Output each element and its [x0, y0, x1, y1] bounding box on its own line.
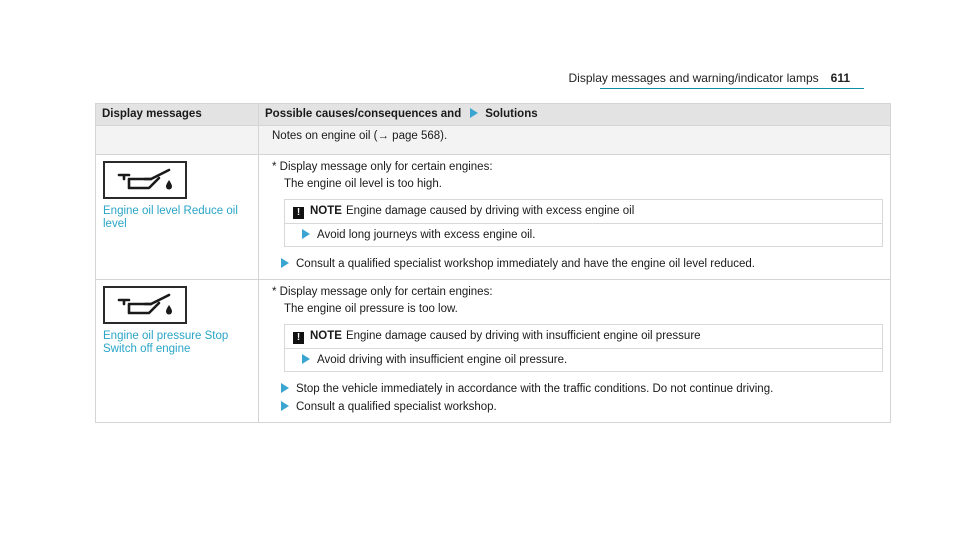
engine-oil-icon	[103, 286, 187, 324]
page-number: 611	[830, 71, 850, 85]
engine-oil-icon	[103, 161, 187, 199]
note-label: NOTE	[310, 205, 342, 217]
column-header-causes: Possible causes/consequences and	[265, 108, 462, 120]
note-box	[284, 324, 883, 372]
warning-icon: !	[293, 207, 304, 219]
message-cell	[96, 280, 259, 423]
table-header-row	[96, 104, 891, 126]
footnote-text: * Display message only for certain engines:	[272, 161, 493, 173]
table-row	[96, 280, 891, 423]
action-arrow-icon	[302, 229, 310, 239]
message-cell	[96, 155, 259, 280]
note-label: NOTE	[310, 330, 342, 342]
action-item: Stop the vehicle immediately in accordance with the traffic conditions. Do not continue driving.	[272, 380, 883, 398]
action-item: Consult a qualified specialist workshop.	[272, 398, 883, 416]
display-messages-table	[95, 103, 891, 423]
display-message-label: Engine oil level Reduce oil level	[103, 205, 238, 230]
table-row	[96, 155, 891, 280]
action-arrow-icon	[302, 354, 310, 364]
warning-icon: !	[293, 332, 304, 344]
action-arrow-icon	[281, 401, 289, 411]
note-text: Engine damage caused by driving with insufficient engine oil pressure	[345, 330, 701, 342]
column-header-solutions: Solutions	[485, 108, 538, 120]
action-item: Consult a qualified specialist workshop immediately and have the engine oil level reduced.	[272, 255, 883, 273]
empty-cell	[96, 126, 259, 155]
solution-arrow-icon	[470, 108, 478, 118]
column-header-display-messages: Display messages	[96, 104, 259, 126]
notes-reference: Notes on engine oil (→ page 568).	[259, 126, 891, 155]
table-row	[96, 126, 891, 155]
note-action-text: Avoid long journeys with excess engine oil.	[317, 229, 536, 241]
column-header-causes-solutions	[259, 104, 891, 126]
action-arrow-icon	[281, 383, 289, 393]
cause-text: The engine oil level is too high.	[284, 178, 442, 190]
action-arrow-icon	[281, 258, 289, 268]
running-head	[569, 71, 850, 85]
note-text: Engine damage caused by driving with excess engine oil	[345, 205, 635, 217]
causes-cell	[259, 280, 891, 423]
footnote-text: * Display message only for certain engines:	[272, 286, 493, 298]
note-box	[284, 199, 883, 247]
header-rule	[600, 88, 864, 89]
causes-cell	[259, 155, 891, 280]
running-title: Display messages and warning/indicator lamps	[568, 71, 819, 85]
display-message-label: Engine oil pressure Stop Switch off engine	[103, 330, 229, 355]
note-action-text: Avoid driving with insufficient engine oil pressure.	[317, 354, 568, 366]
cause-text: The engine oil pressure is too low.	[284, 303, 458, 315]
